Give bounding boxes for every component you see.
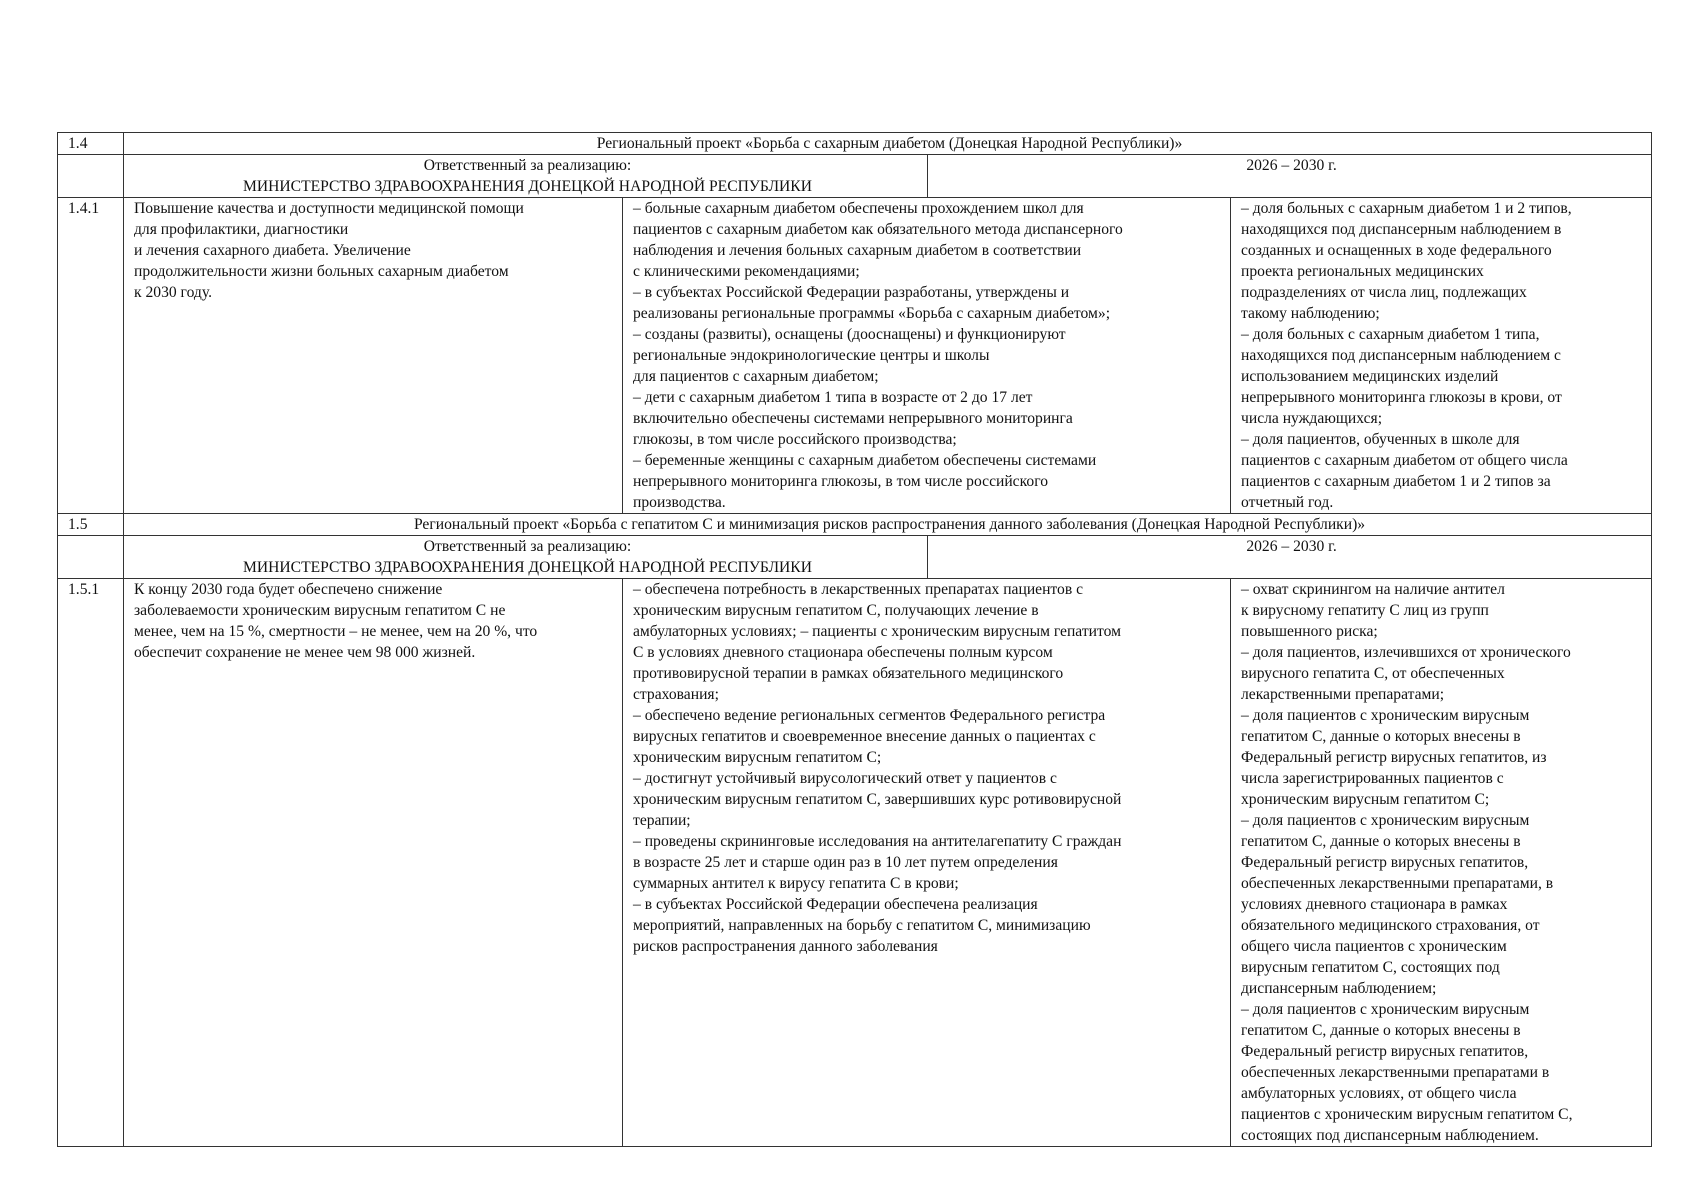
text-line: хроническим вирусным гепатитом С, завершивших курс ротивовирусной [633,791,1122,808]
task-number: 1.5.1 [58,579,124,1147]
text-line: мероприятий, направленных на борьбу с гепатитом С, минимизацию [633,917,1091,934]
task-indicators-text [1241,198,1645,513]
text-line: противовирусной терапии в рамках обязательного медицинского [633,665,1064,682]
task-number: 1.4.1 [58,198,124,514]
text-line: региональные эндокринологические центры и школы [633,347,990,364]
text-line: с клиническими рекомендациями; [633,263,860,280]
text-line: пациентов с хроническим вирусным гепатитом С, [1241,1106,1573,1123]
task-indicators-cell [1231,579,1652,1147]
text-line: наблюдения и лечения больных сахарным диабетом в соответствии [633,242,1082,259]
text-line: вирусного гепатита С, от обеспеченных [1241,665,1505,682]
task-indicators-cell [1231,198,1652,514]
text-line: Федеральный регистр вирусных гепатитов, [1241,854,1529,871]
text-line: – доля больных с сахарным диабетом 1 типа, [1241,326,1540,343]
responsible-row [58,536,1652,579]
text-line: пациентов с сахарным диабетом 1 и 2 типов за [1241,473,1551,490]
text-line: включительно обеспечены системами непрерывного мониторинга [633,410,1073,427]
project-number: 1.5 [58,514,124,536]
task-results-text [633,579,1224,957]
text-line: обязательного медицинского страхования, от [1241,917,1540,934]
text-line: производства. [633,494,726,511]
empty-number-cell [58,536,124,579]
text-line: Федеральный регистр вирусных гепатитов, [1241,1043,1529,1060]
text-line: – доля пациентов, излечившихся от хронического [1241,644,1571,661]
task-indicators-text [1241,579,1645,1146]
text-line: хроническим вирусным гепатитом С; [1241,791,1490,808]
text-line: числа зарегистрированных пациентов с [1241,770,1504,787]
project-number: 1.4 [58,133,124,155]
text-line: продолжительности жизни больных сахарным диабетом [134,263,509,280]
text-line: страхования; [633,686,719,703]
project-title: Региональный проект «Борьба с сахарным диабетом (Донецкая Народной Республики)» [124,133,1652,155]
text-line: числа нуждающихся; [1241,410,1383,427]
project-title: Региональный проект «Борьба с гепатитом С и минимизация рисков распространения данного заболевания (Донецкая Народной Республики)» [124,514,1652,536]
task-goal-cell [124,579,623,1147]
text-line: повышенного риска; [1241,623,1378,640]
text-line: суммарных антител к вирусу гепатита С в крови; [633,875,959,892]
text-line: рисков распространения данного заболевания [633,938,938,955]
text-line: вирусным гепатитом С, состоящих под [1241,959,1500,976]
responsible-label: Ответственный за реализацию: [423,538,632,555]
text-line: реализованы региональные программы «Борьба с сахарным диабетом»; [633,305,1111,322]
task-goal-text [134,579,616,663]
project-title-row [58,133,1652,155]
text-line: проекта региональных медицинских [1241,263,1484,280]
text-line: обеспечит сохранение не менее чем 98 000 жизней. [134,644,476,661]
responsible-row [58,155,1652,198]
text-line: находящихся под диспансерным наблюдением в [1241,221,1562,238]
text-line: условиях дневного стационара в рамках [1241,896,1508,913]
task-goal-text [134,198,616,303]
task-row [58,198,1652,514]
text-line: к 2030 году. [134,284,212,301]
text-line: в возрасте 25 лет и старше один раз в 10 лет путем определения [633,854,1058,871]
text-line: использованием медицинских изделий [1241,368,1499,385]
implementation-period: 2026 – 2030 г. [928,536,1652,579]
task-results-cell [623,579,1231,1147]
text-line: для пациентов с сахарным диабетом; [633,368,879,385]
text-line: – доля пациентов с хроническим вирусным [1241,812,1530,829]
text-line: отчетный год. [1241,494,1334,511]
text-line: для профилактики, диагностики [134,221,349,238]
responsible-cell [124,155,928,198]
task-goal-cell [124,198,623,514]
text-line: – доля пациентов с хроническим вирусным [1241,707,1530,724]
responsible-organization: МИНИСТЕРСТВО ЗДРАВООХРАНЕНИЯ ДОНЕЦКОЙ НАРОДНОЙ РЕСПУБЛИКИ [243,559,812,576]
text-line: хроническим вирусным гепатитом С, получающих лечение в [633,602,1039,619]
text-line: глюкозы, в том числе российского производства; [633,431,957,448]
text-line: С в условиях дневного стационара обеспечены полным курсом [633,644,1053,661]
text-line: гепатитом С, данные о которых внесены в [1241,833,1521,850]
text-line: гепатитом С, данные о которых внесены в [1241,1022,1521,1039]
text-line: Федеральный регистр вирусных гепатитов, из [1241,749,1547,766]
text-line: – в субъектах Российской Федерации обеспечена реализация [633,896,1038,913]
text-line: менее, чем на 15 %, смертности – не менее, чем на 20 %, что [134,623,538,640]
text-line: хроническим вирусным гепатитом С; [633,749,882,766]
empty-number-cell [58,155,124,198]
text-line: подразделениях от числа лиц, подлежащих [1241,284,1527,301]
text-line: непрерывного мониторинга глюкозы, в том числе российского [633,473,1048,490]
text-line: и лечения сахарного диабета. Увеличение [134,242,411,259]
implementation-period: 2026 – 2030 г. [928,155,1652,198]
text-line: – охват скринингом на наличие антител [1241,581,1505,598]
text-line: вирусных гепатитов и своевременное внесение данных о пациентах с [633,728,1096,745]
project-title-row [58,514,1652,536]
task-results-text [633,198,1224,513]
text-line: пациентов с сахарным диабетом как обязательного метода диспансерного [633,221,1123,238]
text-line: – обеспечена потребность в лекарственных препаратах пациентов с [633,581,1084,598]
text-line: – достигнут устойчивый вирусологический ответ у пациентов с [633,770,1057,787]
text-line: – дети с сахарным диабетом 1 типа в возрасте от 2 до 17 лет [633,389,1033,406]
text-line: – в субъектах Российской Федерации разработаны, утверждены и [633,284,1070,301]
text-line: состоящих под диспансерным наблюдением. [1241,1127,1539,1144]
text-line: – обеспечено ведение региональных сегментов Федерального регистра [633,707,1106,724]
text-line: лекарственными препаратами; [1241,686,1445,703]
text-line: К концу 2030 года будет обеспечено снижение [134,581,443,598]
text-line: обеспеченных лекарственными препаратами, в [1241,875,1554,892]
text-line: заболеваемости хроническим вирусным гепатитом С не [134,602,506,619]
text-line: непрерывного мониторинга глюкозы в крови, от [1241,389,1562,406]
text-line: гепатитом С, данные о которых внесены в [1241,728,1521,745]
text-line: – беременные женщины с сахарным диабетом обеспечены системами [633,452,1097,469]
text-line: общего числа пациентов с хроническим [1241,938,1507,955]
text-line: – больные сахарным диабетом обеспечены прохождением школ для [633,200,1084,217]
text-line: такому наблюдению; [1241,305,1380,322]
text-line: амбулаторных условиях, от общего числа [1241,1085,1517,1102]
text-line: обеспеченных лекарственными препаратами в [1241,1064,1550,1081]
task-row [58,579,1652,1147]
text-line: – доля пациентов, обученных в школе для [1241,431,1520,448]
text-line: терапии; [633,812,691,829]
task-results-cell [623,198,1231,514]
text-line: диспансерным наблюдением; [1241,980,1437,997]
text-line: – доля пациентов с хроническим вирусным [1241,1001,1530,1018]
text-line: – созданы (развиты), оснащены (дооснащены) и функционируют [633,326,1066,343]
text-line: пациентов с сахарным диабетом от общего числа [1241,452,1568,469]
text-line: находящихся под диспансерным наблюдением с [1241,347,1561,364]
responsible-label: Ответственный за реализацию: [423,157,632,174]
text-line: созданных и оснащенных в ходе федерального [1241,242,1552,259]
text-line: – проведены скрининговые исследования на антителагепатиту С граждан [633,833,1122,850]
projects-table [57,132,1652,1147]
text-line: Повышение качества и доступности медицинской помощи [134,200,524,217]
text-line: – доля больных с сахарным диабетом 1 и 2 типов, [1241,200,1572,217]
responsible-cell [124,536,928,579]
text-line: к вирусному гепатиту С лиц из групп [1241,602,1489,619]
text-line: амбулаторных условиях; – пациенты с хроническим вирусным гепатитом [633,623,1121,640]
responsible-organization: МИНИСТЕРСТВО ЗДРАВООХРАНЕНИЯ ДОНЕЦКОЙ НАРОДНОЙ РЕСПУБЛИКИ [243,178,812,195]
